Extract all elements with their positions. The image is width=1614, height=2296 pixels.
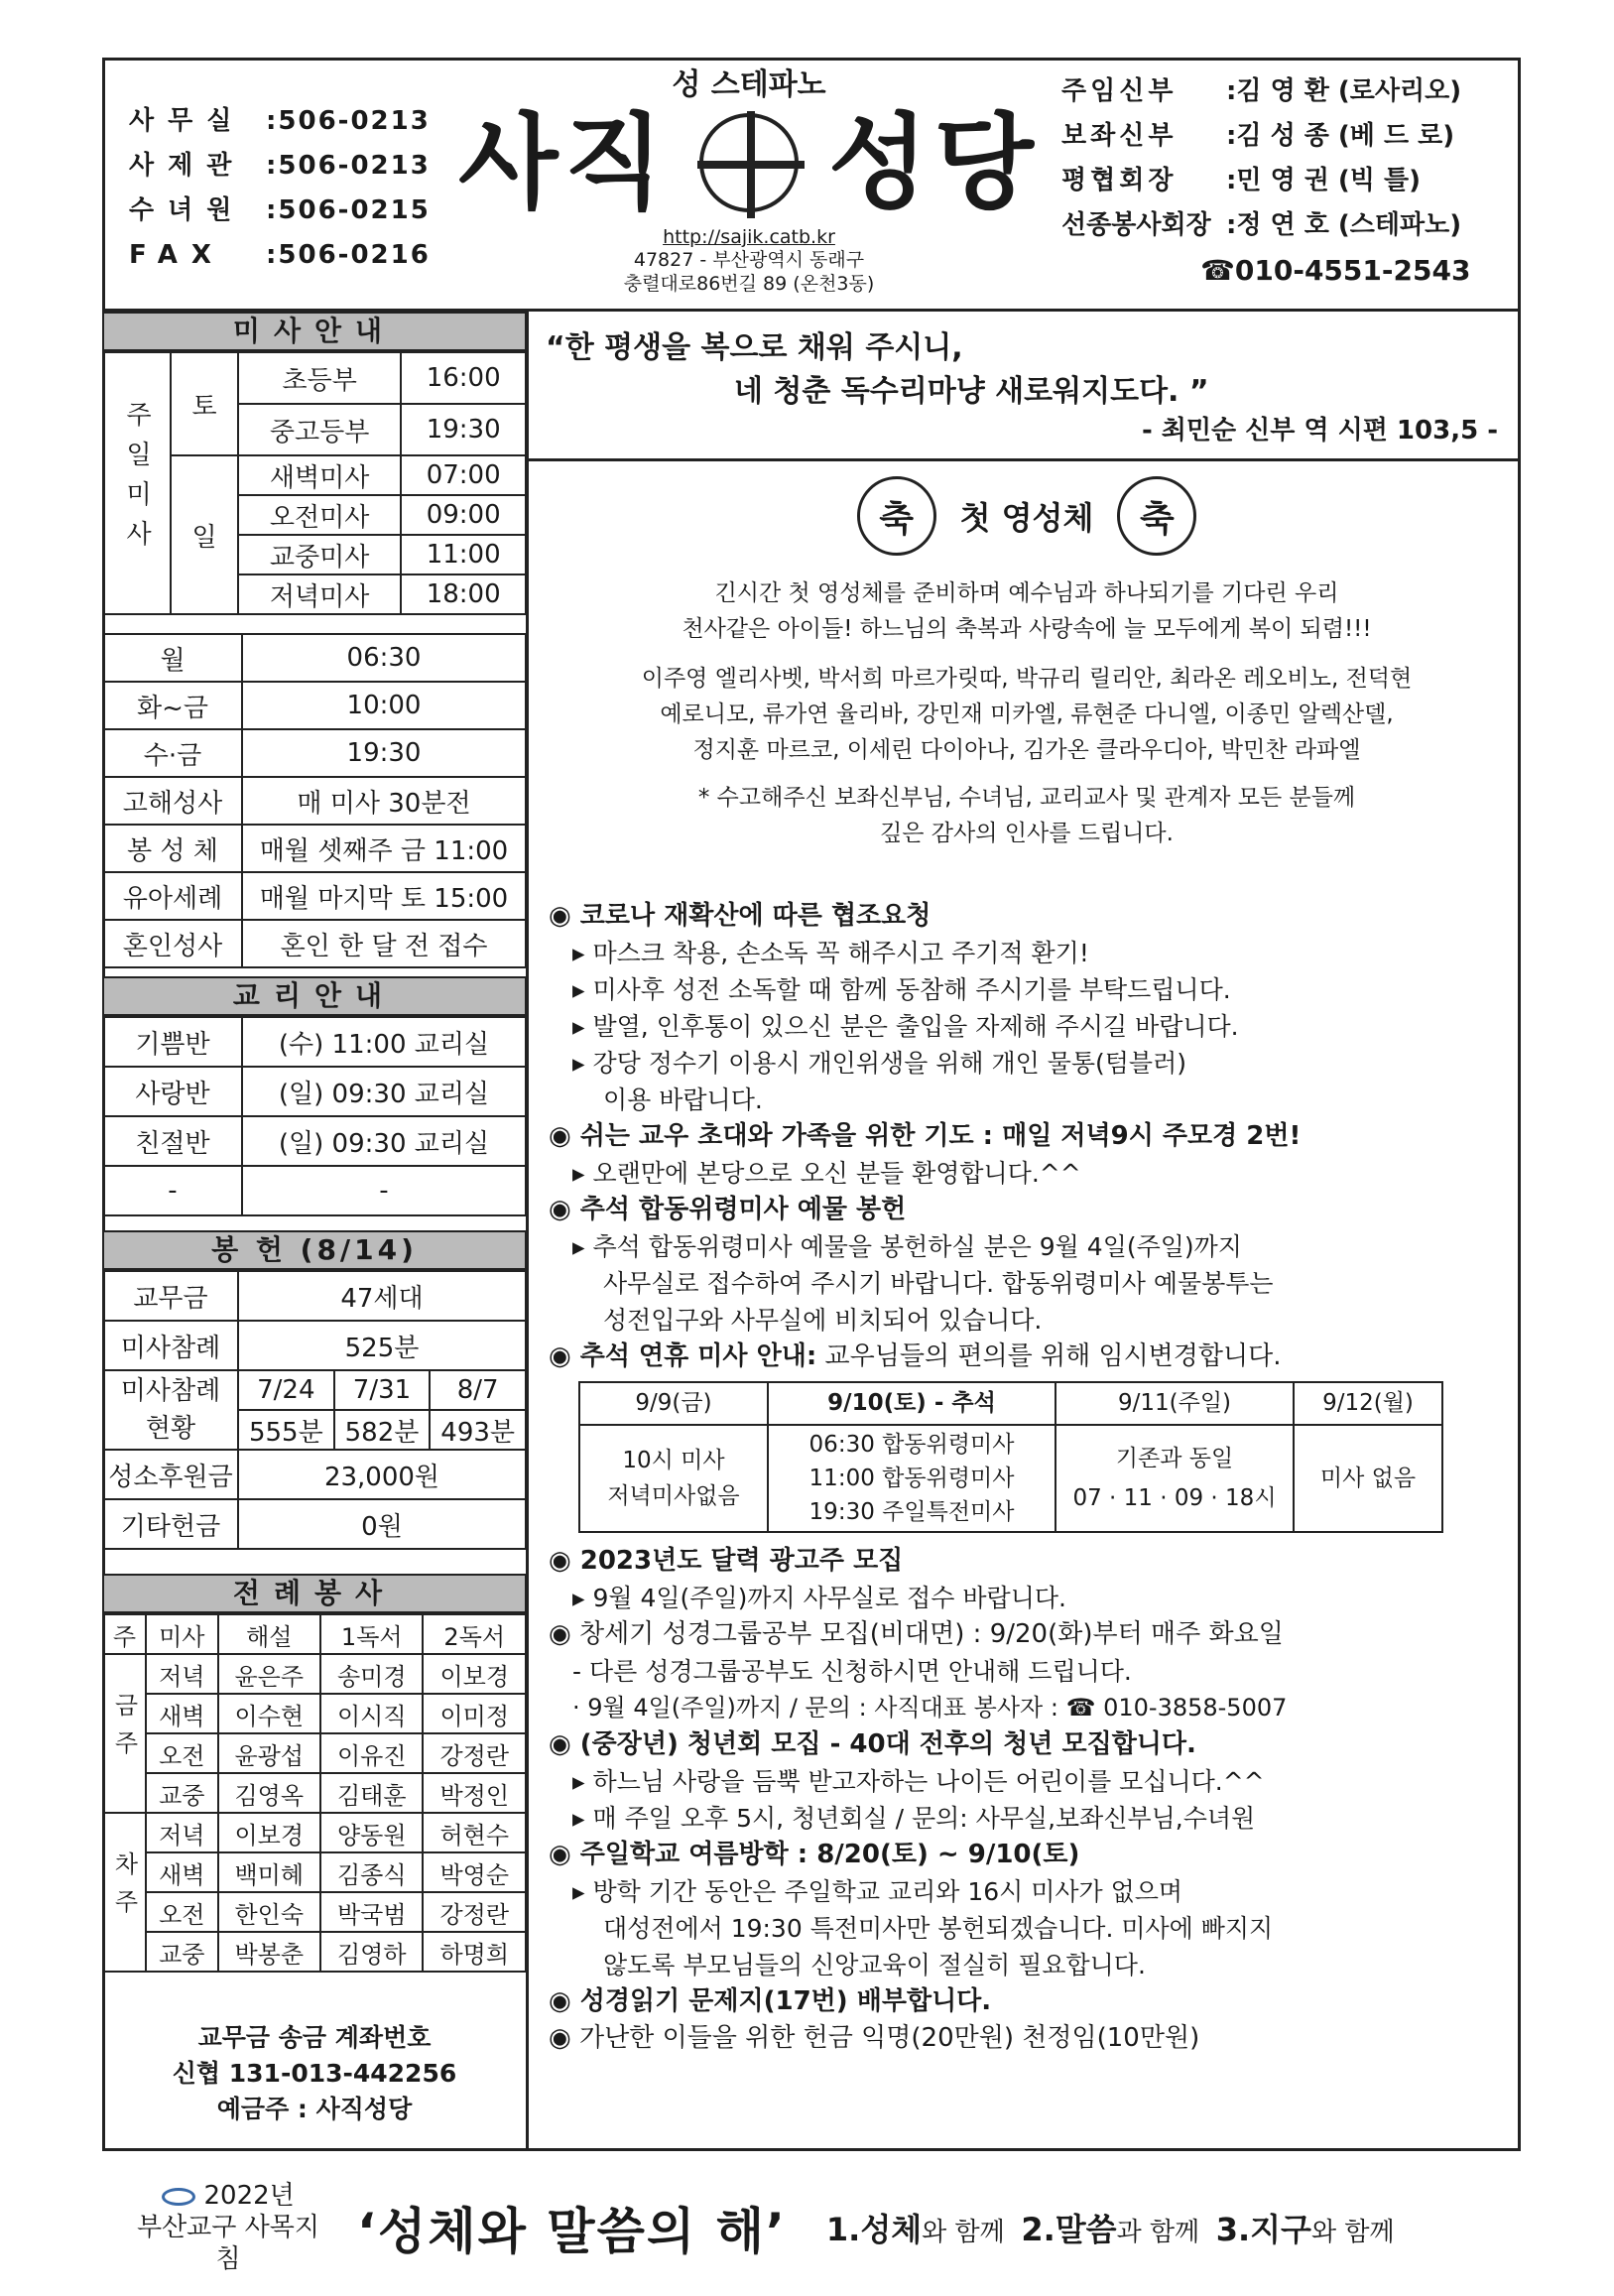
mass-table: 주일미사 토 초등부 16:00 중고등부 19:30 일 새벽미사 07:00 오전미사 09:00 교중미사 11:00 저녁미사 18:00	[102, 351, 527, 615]
celebration-icon: 축	[857, 476, 936, 556]
offering-header: 봉 헌 (8/14)	[102, 1230, 527, 1270]
weekday-table: 월 06:30 화~금 10:00 수·금 19:30 고해성사 매 미사 30분전 봉 성 체 매월 셋째주 금 11:00 유아세례 매월 마지막 토 15:00 혼인성사 혼인 한 달 전 접수	[102, 633, 527, 968]
celebration-icon: 축	[1117, 476, 1196, 556]
chuseok-mass-table: 9/9(금) 9/10(토) - 추석 9/11(주일) 9/12(월) 10시 미사 저녁미사없음 06:30 합동위령미사 11:00 합동위령미사 19:30 주일특전미사 기존과 동일 07 · 11 · 09 · 18시 미사 없음	[578, 1381, 1443, 1533]
liturgy-header: 전례봉사	[102, 1574, 527, 1613]
liturgy-table: 주 미사 해설 1독서 2독서 금주 저녁 윤은주 송미경 이보경 새벽 이수현 이시직 이미정 오전 윤광섭 이유진 강정란 교중 김영옥 김태훈 박정인 차주 저녁 이보경 양동원 허현수 새벽 백미혜 김종식 박영순 오전 한인숙 박국범 강정란 교중 박봉춘 김영하 하명희	[102, 1613, 527, 1973]
clergy-list: 주임신부 : 김 영 환 (로사리오) 보좌신부 : 김 성 종 (베 드 로) 평협회장 : 민 영 권 (빅 틀) 선종봉사회장 : 정 연 호 (스테파노) ☎010-4551-2543	[1061, 69, 1470, 293]
mass-header: 미사안내	[102, 312, 527, 351]
cross-icon	[699, 113, 799, 212]
website-link[interactable]: http://sajik.catb.kr	[663, 226, 835, 248]
diocese-logo-icon	[162, 2188, 195, 2206]
pastoral-motto: 2022년 부산교구 사목지침 ‘성체와 말씀의 해’ 1.성체와 함께 2.말씀과 함께 3.지구와 함께	[136, 2181, 1395, 2274]
quote-divider	[527, 458, 1521, 461]
notice-list: ◉ 코로나 재확산에 따른 협조요청 ▸ 마스크 착용, 손소독 꼭 해주시고 주기적 환기! ▸ 미사후 성전 소독할 때 함께 동참해 주시기를 부탁드립니다. ▸ 발열, 인후통이 있으신 분은 출입을 자제해 주시길 바랍니다. ▸ 강당 정수기 이용시 개인위생을 위해 개인 물통(텀블러) 이용 바랍니다. ◉ 쉬는 교우 초대와 가족을 위한 기도 : 매일 저녁9시 주모경 2번! ▸ 오랜만에 본당으로 오신 분들 환영합니다.^^ ◉ 추석 합동위령미사 예물 봉헌 ▸ 추석 합동위령미사 예물을 봉헌하실 분은 9월 4일(주일)까지 사무실로 접수하여 주시기 바랍니다. 합동위령미사 예물봉투는 성전입구와 사무실에 비치되어 있습니다. ◉ 추석 연휴 미사 안내: 교우님들의 편의를 위해 임시변경합니다. 9/9(금) 9/10(토) - 추석 9/11(주일) 9/12(월) 10시 미사 저녁미사없음 06:30 합동위령미사 11:00 합동위령미사 19:30 주일특전미사 기존과 동일 07 · 11 · 09 · 18시 미사 없음 ◉ 2023년도 달력 광고주 모집 ▸ 9월 4일(주일)까지 사무실로 접수 바랍니다. ◉ 창세기 성경그룹공부 모집(비대면) : 9/20(화)부터 매주 화요일 - 다른 성경그룹공부도 신청하시면 안내해 드립니다. · 9월 4일(주일)까지 / 문의 : 사직대표 봉사자 : ☎ 010-3858-5007 ◉ (중장년) 청년회 모집 - 40대 전후의 청년 모집합니다. ▸ 하느님 사랑을 듬뿍 받고자하는 나이든 어린이를 모십니다.^^ ▸ 매 주일 오후 5시, 청년회실 / 문의: 사무실,보좌신부님,수녀원 ◉ 주일학교 여름방학 : 8/20(토) ~ 9/10(토) ▸ 방학 기간 동안은 주일학교 교리와 16시 미사가 없으며 대성전에서 19:30 특전미사만 봉헌되겠습니다. 미사에 빠지지 않도록 부모님들의 신앙교육이 절실히 필요합니다. ◉ 성경읽기 문제지(17번) 배부합니다. ◉ 가난한 이들을 위한 헌금 익명(20만원) 천정임(10만원)	[549, 898, 1516, 2057]
edu-table: 기쁨반 (수) 11:00 교리실 사랑반 (일) 09:30 교리실 친절반 (일) 09:30 교리실 - -	[102, 1016, 527, 1216]
psalm-quote: “한 평생을 복으로 채워 주시니, 네 청춘 독수리마냥 새로워지도다. ” - 최민순 신부 역 시편 103,5 -	[546, 330, 1498, 446]
church-title: 성 스테파노 사직 성당 http://sajik.catb.kr 47827 - 부산광역시 동래구 충렬대로86번길 89 (온천3동)	[456, 60, 1042, 296]
account-info: 교무금 송금 계좌번호 신협 131-013-442256 예금주 : 사직성당	[172, 2023, 457, 2123]
communion-title: 첫 영성체	[959, 499, 1094, 537]
offering-table: 교무금 47세대 미사참례 525분 미사참례 현황 7/24 7/31 8/7 555분 582분 493분 성소후원금 23,000원 기타헌금 0원	[102, 1270, 527, 1550]
first-communion: 축 첫 영성체 축 긴시간 첫 영성체를 준비하며 예수님과 하나되기를 기다린 우리 천사같은 아이들! 하느님의 축복과 사랑속에 늘 모두에게 복이 되렴!!! 이주영 엘리사벳, 박서희 마르가릿따, 박규리 릴리안, 최라온 레오비노, 전덕현 예로니모, 류가연 율리바, 강민재 미카엘, 류현준 다니엘, 이종민 알렉산델, 정지훈 마르코, 이세린 다이아나, 김가온 클라우디아, 박민찬 라파엘 * 수고해주신 보좌신부님, 수녀님, 교리교사 및 관계자 모든 분들께 깊은 감사의 인사를 드립니다.	[536, 476, 1518, 851]
edu-header: 교리안내	[102, 976, 527, 1016]
phone-number: ☎010-4551-2543	[1200, 254, 1471, 287]
contact-list: 사무실 : 506-0213 사제관 : 506-0213 수녀원 : 506-0215 FAX : 506-0216	[129, 106, 431, 270]
